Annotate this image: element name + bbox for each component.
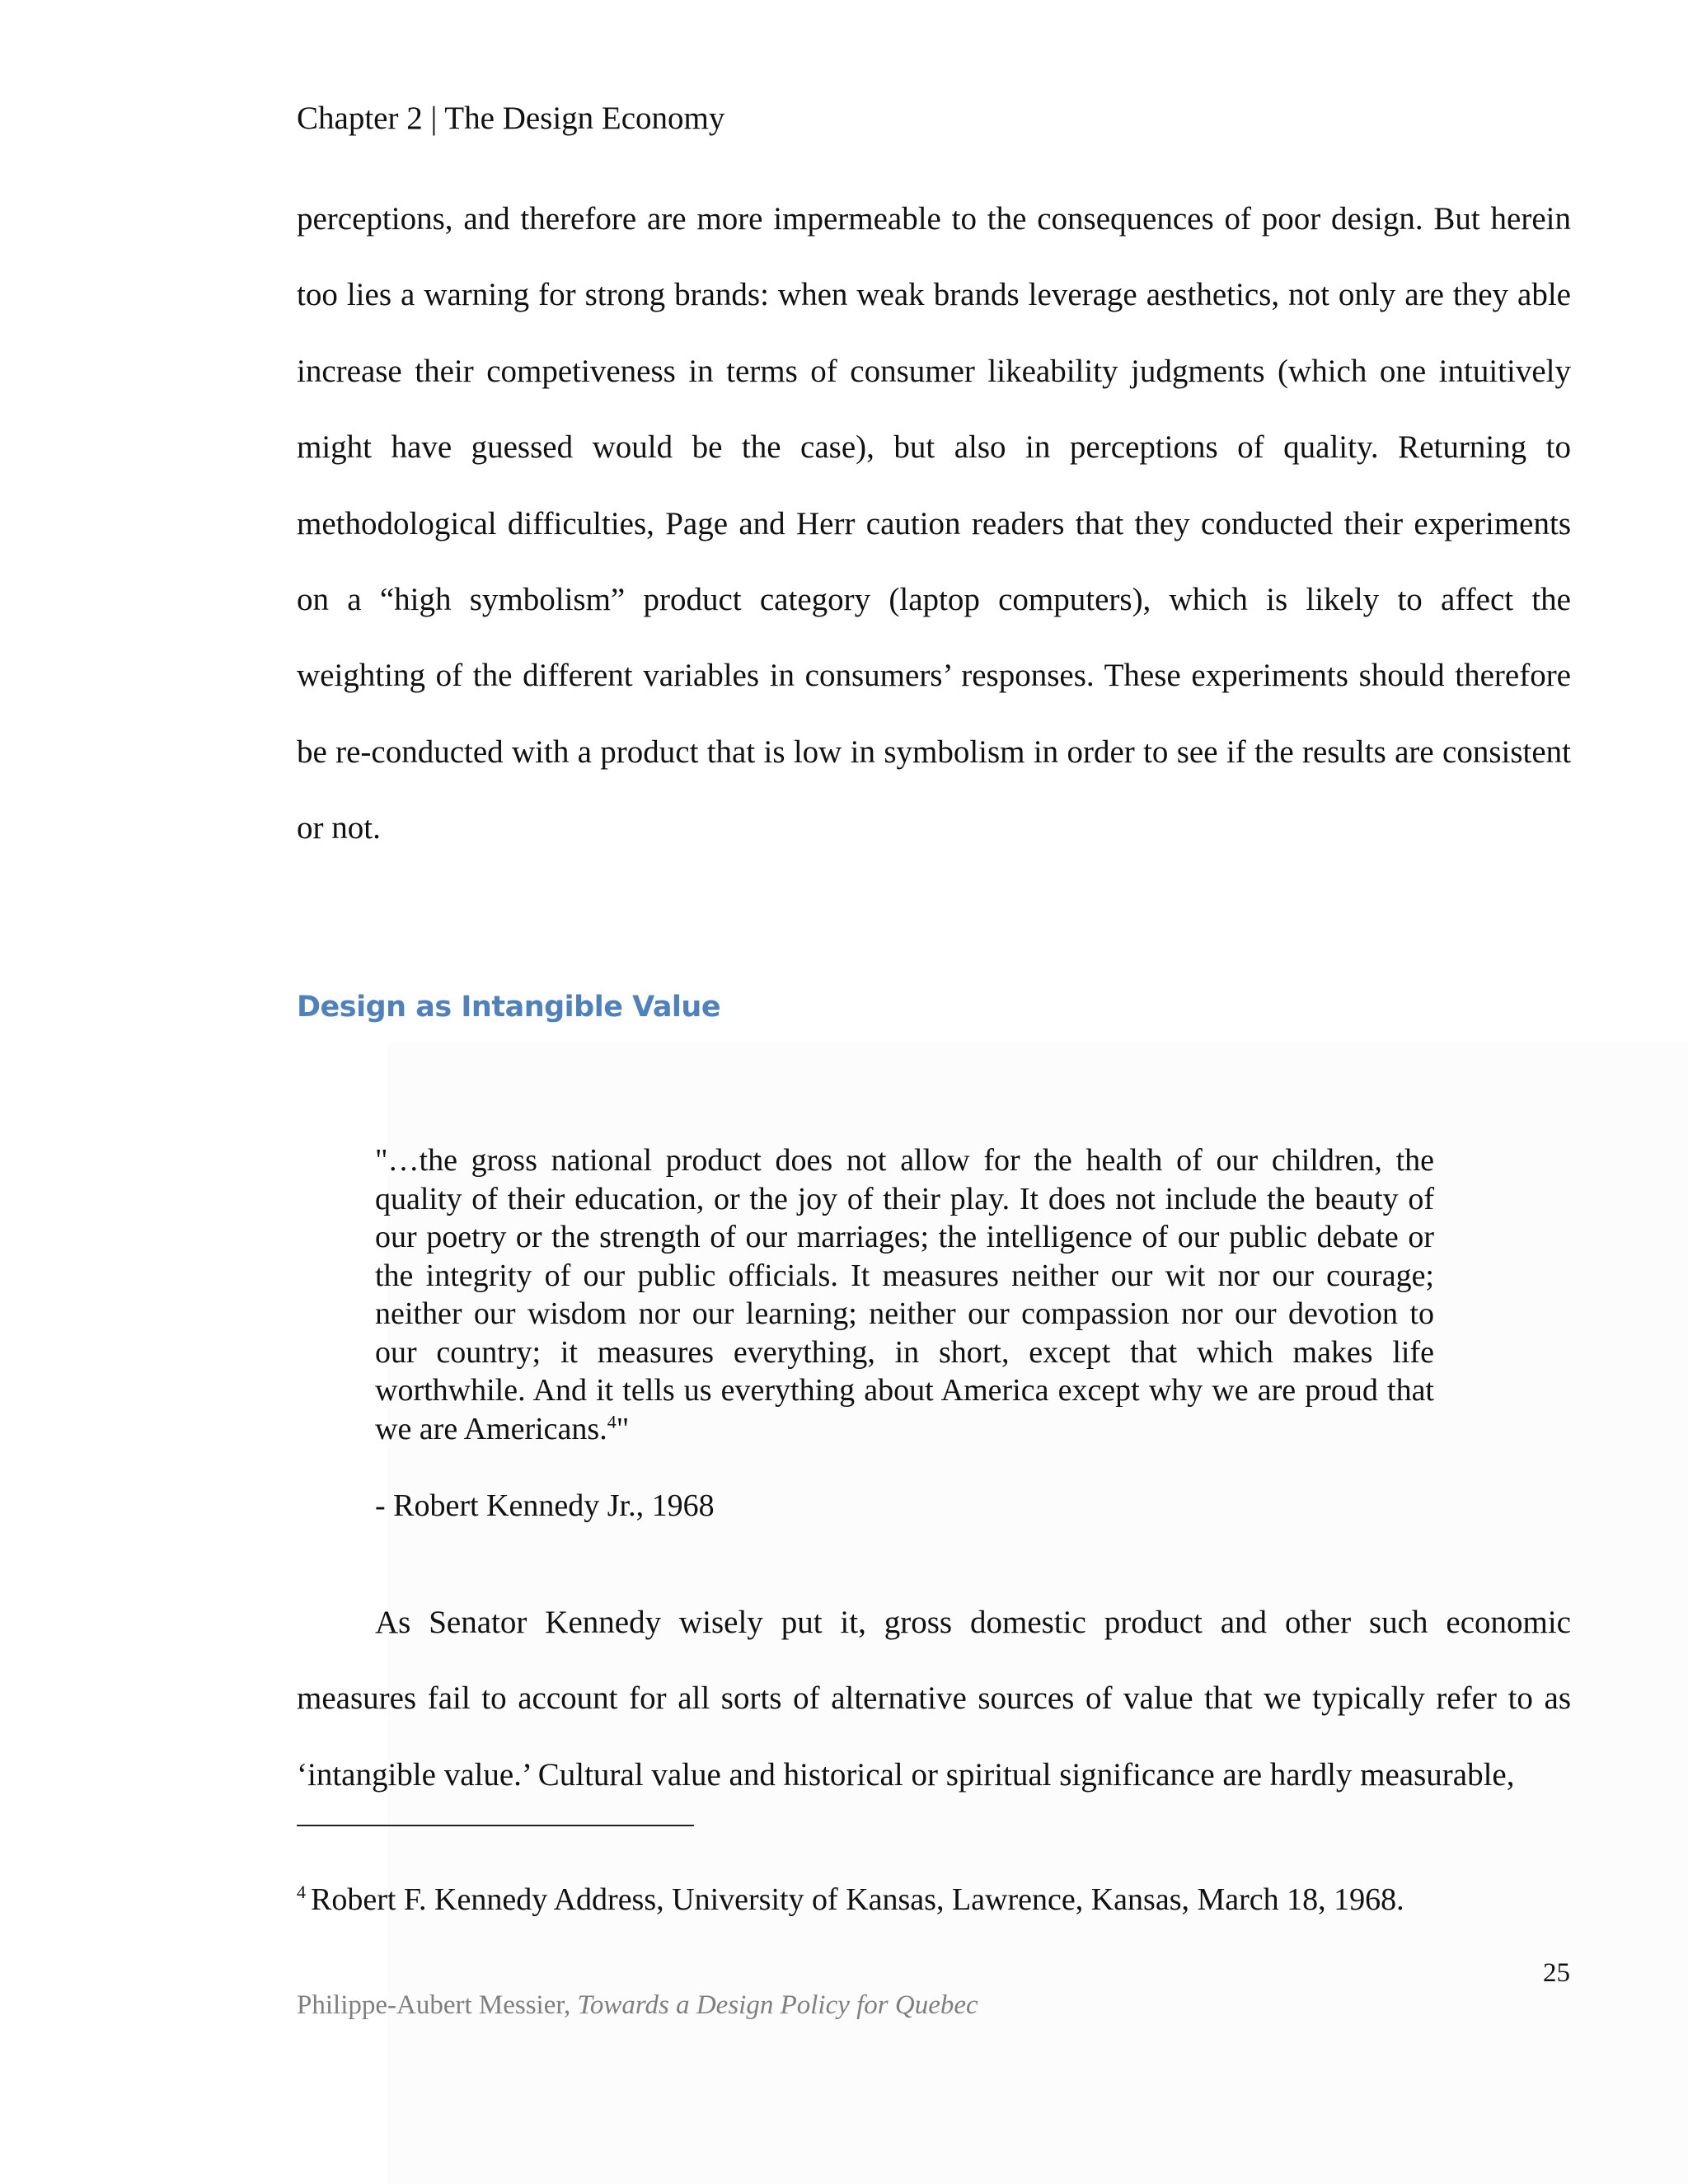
footnote <box>297 1879 1404 1920</box>
quote-attribution: - Robert Kennedy Jr., 1968 <box>375 1488 715 1523</box>
footnote-text: Robert F. Kennedy Address, University of Kansas, Lawrence, Kansas, March 18, 1968. <box>311 1882 1404 1917</box>
quote-closing-mark: " <box>616 1411 630 1446</box>
page-number: 25 <box>1543 1958 1570 1988</box>
footer-author: Philippe-Aubert Messier, <box>297 1990 578 2020</box>
footnote-reference[interactable]: 4 <box>607 1410 617 1432</box>
body-paragraph: As Senator Kennedy wisely put it, gross domestic product and other such economic measures fail to account for all sorts of alternative sources of value that we typically refer to as ‘intangible value.’ Cultural value and historical or spiritual significance are hardly measurable, <box>297 1605 1571 1793</box>
footnote-mark: 4 <box>297 1882 306 1903</box>
quote-text: "…the gross national product does not allow for the health of our children, the quality of their education, or the joy of their play. It does not include the beauty of our poetry or the strength of our marriages; the intelligence of our public debate or the integrity of our public officials. It measures neither our wit nor our courage; neither our wisdom nor our learning; neither our compassion nor our devotion to our country; it measures everything, in short, except that which makes life worthwhile. And it tells us everything about America except why we are proud that we are Americans. <box>375 1143 1434 1446</box>
running-footer <box>297 1989 978 2022</box>
section-heading: Design as Intangible Value <box>297 991 721 1024</box>
block-quote <box>375 1141 1434 1448</box>
footer-work-title: Towards a Design Policy for Quebec <box>577 1990 978 2020</box>
running-header: Chapter 2 | The Design Economy <box>297 101 725 136</box>
footnote-separator <box>297 1825 694 1826</box>
body-paragraph: perceptions, and therefore are more impermeable to the consequences of poor design. But herein too lies a warning for strong brands: when weak brands leverage aesthetics, not only are they able increase their competiveness in terms of consumer likeability judgments (which one intuitively might have guessed would be the case), but also in perceptions of quality. Returning to methodological difficulties, Page and Herr caution readers that they conducted their experiments on a “high symbolism” product category (laptop computers), which is likely to affect the weighting of the different variables in consumers’ responses. These experiments should therefore be re-conducted with a product that is low in symbolism in order to see if the results are consistent or not. <box>297 201 1571 846</box>
